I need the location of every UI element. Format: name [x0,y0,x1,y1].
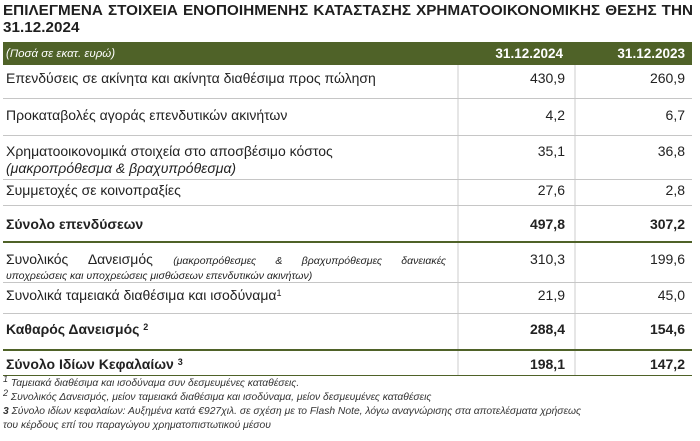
row-divider [3,179,692,180]
value-2023: 154,6 [649,321,685,337]
value-2024: 27,6 [537,182,565,198]
footnote-text-continued: του κέρδους επί του παραγώγου χρηματοπιστωτικού μέσου [3,420,271,431]
row-label-sub: (μακροπρόθεσμες & βραχυπρόθεσμες δανειακές [173,255,447,267]
row-label-text: Καθαρός Δανεισμός [6,321,140,337]
footnote-number: 3 [3,406,9,417]
value-2024: 430,9 [529,70,565,86]
row-divider-bold [3,375,692,376]
page-title: ΕΠΙΛΕΓΜΕΝΑ ΣΤΟΙΧΕΙΑ ΕΝΟΠΟΙΗΜΕΝΗΣ ΚΑΤΑΣΤΑΣΗΣ ΧΡΗΜΑΤΟΟΙΚΟΝΟΜΙΚΗΣ ΘΕΣΗΣ ΤΗΝ 31.12.2024 [3,2,693,36]
column-separator [457,65,459,376]
row-divider [3,98,692,99]
value-2024: 198,1 [529,356,565,372]
footnote-1 [3,374,693,391]
row-label [6,321,436,338]
footnote-ref: 3 [177,357,183,367]
footnotes [3,374,693,433]
row-label: Προκαταβολές αγοράς επενδυτικών ακινήτων [6,107,288,123]
footnote-ref: 2 [143,322,149,332]
value-2023: 147,2 [649,356,685,372]
row-label-sub: (μακροπρόθεσμα & βραχυπρόθεσμα) [6,160,237,176]
row-label: Σύνολο επενδύσεων [6,216,144,232]
value-2024: 35,1 [537,143,565,159]
row-label [6,287,436,304]
footnote-3 [3,405,693,433]
value-2024: 21,9 [537,287,565,303]
value-2024: 288,4 [529,321,565,337]
value-2023: 36,8 [657,143,685,159]
row-label-text: Σύνολο Ιδίων Κεφαλαίων [6,356,174,372]
footnote-number: 2 [3,388,9,398]
row-label-main: Χρηματοοικονομικά στοιχεία στο αποσβέσιμο κόστος [6,143,333,159]
value-2023: 307,2 [649,216,685,232]
value-2024: 4,2 [545,107,565,123]
value-2023: 260,9 [649,70,685,86]
value-2024: 497,8 [529,216,565,232]
value-2023: 2,8 [665,182,685,198]
row-label: Επενδύσεις σε ακίνητα και ακίνητα διαθέσιμα προς πώληση [6,70,376,86]
footnote-number: 1 [3,374,9,384]
row-label-sub-continued: υποχρεώσεις και υποχρεώσεις μισθώσεων επενδυτικών ακινήτων) [6,270,313,282]
column-separator [574,65,576,376]
unit-label: (Ποσά σε εκατ. ευρώ) [6,48,116,60]
row-divider [3,282,692,283]
value-2023: 6,7 [665,107,685,123]
footnote-2 [3,388,693,405]
row-label [6,356,436,373]
value-2024: 310,3 [529,251,565,267]
row-divider-bold [3,349,692,351]
row-label [6,143,436,177]
footnote-ref: 1 [276,288,282,298]
row-divider-bold [3,241,692,243]
row-divider [3,135,692,136]
row-label-text: Συνολικά ταμειακά διαθέσιμα και ισοδύναμα [6,287,277,303]
column-header-2024: 31.12.2024 [495,46,563,61]
footnote-text: Σύνολο ιδίων κεφαλαίων: Αυξημένα κατά €927χιλ. σε σχέση με το Flash Note, λόγω αναγνώρισης στα αποτελέσματα χρήσεως [11,406,582,417]
table-header [3,42,692,65]
column-header-2023: 31.12.2023 [617,46,685,61]
row-label-main: Συνολικός Δανεισμός [6,251,153,267]
footnote-text: Ταμειακά διαθέσιμα και ισοδύναμα συν δεσμευμένες καταθέσεις. [10,378,300,389]
row-divider [3,313,692,314]
value-2023: 45,0 [657,287,685,303]
footnote-text: Συνολικός Δανεισμός, μείον ταμειακά διαθέσιμα και ισοδύναμα, μείον δεσμευμένες καταθέσεις [10,392,432,403]
row-divider [3,205,692,206]
row-label: Συμμετοχές σε κοινοπραξίες [6,182,181,198]
value-2023: 199,6 [649,251,685,267]
